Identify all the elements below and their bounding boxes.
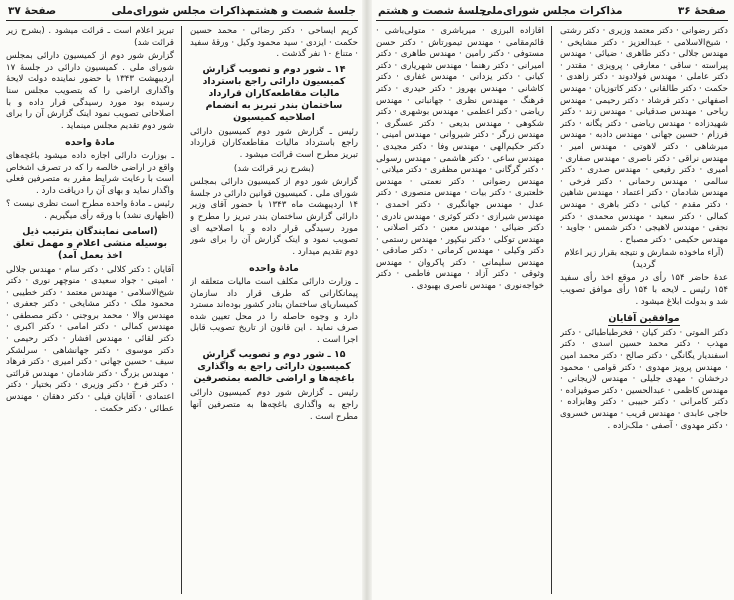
book-gutter [362,0,372,600]
running-head [376,2,728,21]
paragraph: رئیس ـ گزارش شور دوم کمیسیون دارائی راجع باسترداد مالیات مقاطعه‌کاران قرارداد تبریز مطرح است قرائت میشود . [190,126,358,160]
voters-heading [560,313,728,326]
paragraph: آقایان : دکتر کلالی · دکتر سام · مهندس جلالی · امینی · جواد سعیدی · منوچهر نوری · دکتر شیخ‌الاسلامی · مهندس معتمد · دکتر خطیبی · محمود ملک · دکتر مشایخی · دکتر جعفری · مهندس والا · محمد بروجنی · دکتر مصطفی · مهندس کمالی · دکتر امامی · دکتر اکبری · دکتر لقائی · مهندس افشار · دکتر رحیمی · دکتر موسوی · دکتر جهانشاهی · سرلشکر سیف · حسین جهانی · دکتر امیری · دکتر فرهاد · مهندس بزرگ · دکتر شادمان · مهندس قرائتی · دکتر فرخ · دکتر وزیری · دکتر بختیار · دکتر اعتمادی · آقایان فیلی · دکتر دهقان · مهندس عطائی · دکتر حکمت . [6,264,174,414]
column-divider [551,26,552,594]
paragraph: ـ وزارت دارائی مکلف است مالیات متعلقه از پیمانکارانی که طرف قرار داد سازمان کمیساریای ساختمان بنادر کشور بوده‌اند مسترد دارد و وجوه حاصله را در محل تعیین شده صرف نماید . این قانون از تاریخ تصویب قابل اجرا است . [190,276,358,345]
paragraph: کریم ایساحی · دکتر رضائی · محمد حسین حکمت · ایزدی · سید محمود وکیل · ورقهٔ سفید · متناع ۱۰ نفر گذشت . [190,26,358,60]
article-heading: مادهٔ واحده [249,263,299,275]
paragraph: گزارش شور دوم از کمیسیون دارائی بمجلس شورای ملی . کمیسیون دارائی در جلسهٔ ۱۷ اردیبهشت ۱۳۴۳ با حضور نماینده دولت لایحهٔ واگذاری اراضی را که بتصویب مجلس سنا رسیده بود مورد رسیدگی قرار داده و با اصلاحاتی تصویب نمود اینک گزارش آن را برای شور دوم تقدیم مجلس مینماید . [6,51,174,131]
right-page [376,0,728,600]
text-column-left [6,26,174,596]
session-title: جلسهٔ شصت و هشتم [247,5,356,17]
left-page [6,0,358,600]
column-divider [181,26,182,594]
paragraph: رئیس ـ مادهٔ واحده مطرح است نظری نیست ؟ (اظهاری نشد) با ورقه رأی میگیریم . [6,199,174,221]
paragraph: عدهٔ حاضر ۱۵۴ رأی در موقع اخذ رأی سفید ۱۵۴ رئیس ـ لایحه با ۱۵۴ رأی موافق تصویب شد و بدولت ابلاغ میشود . [560,273,728,307]
session-title: جلسهٔ شصت و هشتم [378,5,487,17]
paragraph: دکتر رضوانی · دکتر معتمد وزیری · دکتر رشتی · شیخ‌الاسلامی · عبدالعزیز · دکتر مشایخی · مهندس جلالی · دکتر طاهری · ضیائی · مهندس پیراسته · ساقی · معارفی · پرویزی · مقتدر · دکتر عاملی · مهندس فولادوند · دکتر زاهدی · حکمت · دکتر طالقانی · دکتر کاتوزیان · مهندس اصفهانی · دکتر فرشاد · دکتر رحیمی · مهندس ریاحی · مهندس صدقیانی · مهندس زند · دکتر شهیدزاده · مهندس ریاضی · دکتر یگانه · دکتر فرزام · حسین جهانی · مهندس دادبه · مهندس میرشاهی · دکتر لاهوتی · مهندس امیر · مهندس نراقی · دکتر ناصری · مهندس صفاری · امیری · دکتر رفیعی · مهندس صدری · دکتر سالمی · مهندس رحمانی · دکتر فرخی · مهندس شادمان · دکتر اعتماد · مهندس شاهین · دکتر مقدم · کیانی · دکتر باهری · مهندس کمالی · دکتر سعید · مهندس محمدی · دکتر نجفی · مهندس لاهیجی · دکتر شمس · جاوید · مهندس حکیمی · دکتر مصباح . [560,26,728,245]
paragraph: گزارش شور دوم از کمیسیون دارائی بمجلس شورای ملی . کمیسیون قوانین دارائی در جلسهٔ ۱۴ اردیبهشت ماه ۱۳۴۳ با حضور آقای وزیر دارائی گزارش ساختمان بندر تبریز را مطرح و مورد رسیدگی قرار داده و با اصلاحیه ای تصویب نمود و اینک گزارش آن را برای شور دوم تقدیم میدارد . [190,177,358,257]
paragraph-note: (آراء ماخوذه شمارش و نتیجه بقرار زیر اعلام گردید) [564,248,724,270]
page-number: صفحهٔ ۳۶ [677,5,726,17]
journal-title: مذاکرات مجلس شورای‌ملی [111,5,253,17]
text-column-right [560,26,728,596]
paragraph: ـ بوزارت دارائی اجازه داده میشود باغچه‌های واقع در اراضی خالصه را که در تصرف اشخاص است با رعایت شرایط مقرر به متصرفین فعلی واگذار نماید و بهای آن را دریافت دارد . [6,150,174,196]
section-heading: ۱۴ ـ شور دوم و تصویب گزارش کمیسیون دارائی راجع باسترداد مالیات مقاطعه‌کاران قرارداد ساختمان بندر تبریز به انضمام اصلاحیه کمیسیون [202,63,346,123]
text-column-left [376,26,544,596]
section-heading: (اسامی نمایندگان بترتیب ذیل بوسیله منشی اعلام و مهمل تعلق اخذ بعمل آمد) [12,225,168,261]
page-number: صفحهٔ ۳۷ [8,5,57,17]
paragraph: تبریز اعلام است ـ قرائت میشود . (بشرح زیر قرائت شد) [6,26,174,48]
journal-title: مذاکرات مجلس شورای‌ملی [481,5,623,17]
paragraph-note: (بشرح زیر قرائت شد) [233,163,315,174]
paragraph: رئیس ـ گزارش شور دوم کمیسیون دارائی راجع به واگذاری باغچه‌ها به متصرفین آنها مطرح است . [190,388,358,422]
running-head [6,2,358,21]
text-column-right [190,26,358,596]
section-heading: ۱۵ ـ شور دوم و تصویب گزارش کمیسیون دارائی راجع به واگذاری باغچه‌ها و اراضی خالصه بمتصرفین [193,349,355,385]
article-heading: مادهٔ واحده [65,137,115,149]
paragraph: دکتر الموتی · دکتر کیان · فخرطباطبائی · دکتر مهذب · دکتر محمد حسین اسدی · دکتر اسفندیار یگانگی · دکتر صالح · دکتر محمد امین · مهندس پرویز مهدوی · دکتر قوامی · محمود درخشان · مهدی جلیلی · مهندس لاریجانی · مهندس کاظمی · عبدالحسین · دکتر صوفیزاده · دکتر کامرانی · دکتر حبیبی · دکتر وهابزاده · حاجی عابدی · مهندس قریب · مهندس خسروی · دکتر مهدوی · آصفی · ملک‌زاده . [560,327,728,431]
voters-heading-text: موافقین آقایان [608,313,680,325]
paragraph: آقازاده البرزی · میرباشری · متولی‌باشی · قائم‌مقامی · مهندس تیمورتاش · دکتر حسن مستوفی · دکتر رامین · مهندس طاهری · دکتر امیرانی · دکتر رهنما · مهندس شهریاری · دکتر کیانی · دکتر یزدانی · مهندس غفاری · دکتر کاشانی · مهندس بهروز · دکتر حیدری · دکتر فرهنگ · مهندس نظری · جهانبانی · مهندس ریاضی · دکتر اعظمی · مهندس بوشهری · دکتر شکوهی · مهندس بدیعی · دکتر عسگری · مهندس زرگر · دکتر شیروانی · مهندس امینی · دکتر حکیم‌الهی · مهندس وفا · دکتر مجیدی · مهندس ساعی · دکتر هاشمی · مهندس رسولی · دکتر گرگانی · مهندس مظفری · دکتر میلانی · مهندس رضوانی · دکتر نعمتی · مهندس خلعتبری · دکتر بیات · مهندس منصوری · دکتر عدل · مهندس جهانگیری · دکتر احمدی · مهندس شیرازی · دکتر کوثری · مهندس نادری · دکتر ضیائی · مهندس معین · دکتر اصلانی · مهندس توکلی · دکتر نیکپور · مهندس رستمی · دکتر وکیلی · مهندس کرمانی · دکتر صادقی · مهندس سلیمانی · دکتر پاکروان · مهندس وثوقی · دکتر آزاد · مهندس فاطمی · دکتر خواجه‌نوری · مهندس ناصری بهبودی . [376,26,544,292]
